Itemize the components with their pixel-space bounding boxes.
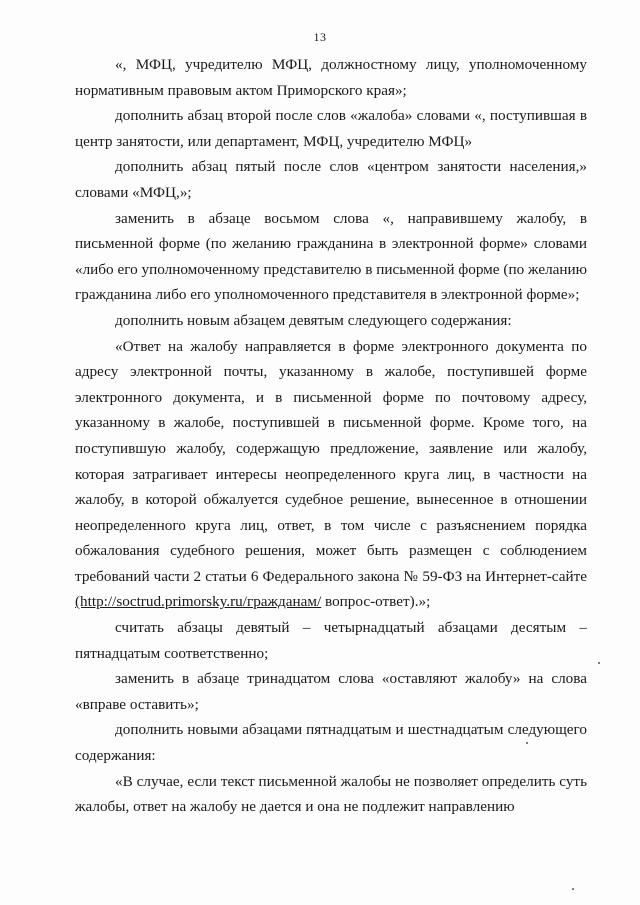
page-number: 13: [313, 30, 327, 44]
paragraph-10: «В случае, если текст письменной жалобы не позволяет определить суть жалобы, ответ на жалобу не дается и она не подлежит направлению: [75, 772, 587, 816]
paragraph-6-text: «Ответ на жалобу направляется в форме электронного документа по адресу электронной почты, указанному в жалобе, поступившей форме электронного документа, и в письменной форме по почтовому адресу, указанному в жалобе, поступившей в письменной форме. Кроме того, на поступившую жалобу, содержащую предложение, заявление или жалобу, которая затрагивает интересы неопределенного круга лиц, в частности на жалобу, в которой обжалуется судебное решение, вынесенное в отношении неопределенного круга лиц, ответ, в том числе с разъяснением порядка обжалования судебного решения, может быть размещен с соблюдением требований части 2 статьи 6 Федерального закона № 59-ФЗ на Интернет-сайте: [75, 337, 587, 585]
paragraph-1: «, МФЦ, учредителю МФЦ, должностному лицу, уполномоченному нормативным правовым актом Приморского края»;: [75, 56, 587, 99]
scan-speck: [598, 662, 600, 664]
website-link[interactable]: (http://soctrud.primorsky.ru/гражданам/: [75, 593, 322, 611]
scan-speck: [526, 742, 528, 744]
document-body: [75, 52, 587, 820]
paragraph-3: дополнить абзац пятый после слов «центром занятости населения,» словами «МФЦ,»;: [75, 158, 587, 201]
paragraph-6: [75, 334, 587, 616]
paragraph-5: дополнить новым абзацем девятым следующего содержания:: [115, 311, 512, 329]
paragraph-4: заменить в абзаце восьмом слова «, направившему жалобу, в письменной форме (по желанию гражданина в электронной форме» словами «либо его уполномоченному представителю в письменной форме (по желанию гражданина либо его уполномоченного представителя в электронной форме»;: [75, 209, 587, 304]
scan-speck: [572, 888, 574, 890]
paragraph-9: дополнить новыми абзацами пятнадцатым и шестнадцатым следующего содержания:: [75, 721, 587, 765]
paragraph-7: считать абзацы девятый – четырнадцатый абзацами десятым – пятнадцатым соответственно;: [75, 619, 587, 662]
paragraph-8: заменить в абзаце тринадцатом слова «оставляют жалобу» на слова «вправе оставить»;: [75, 670, 587, 713]
paragraph-6-tail: вопрос-ответ).»;: [321, 593, 431, 611]
paragraph-2: дополнить абзац второй после слов «жалоба» словами «, поступившая в центр занятости, или департамент, МФЦ, учредителю МФЦ»: [75, 107, 587, 150]
